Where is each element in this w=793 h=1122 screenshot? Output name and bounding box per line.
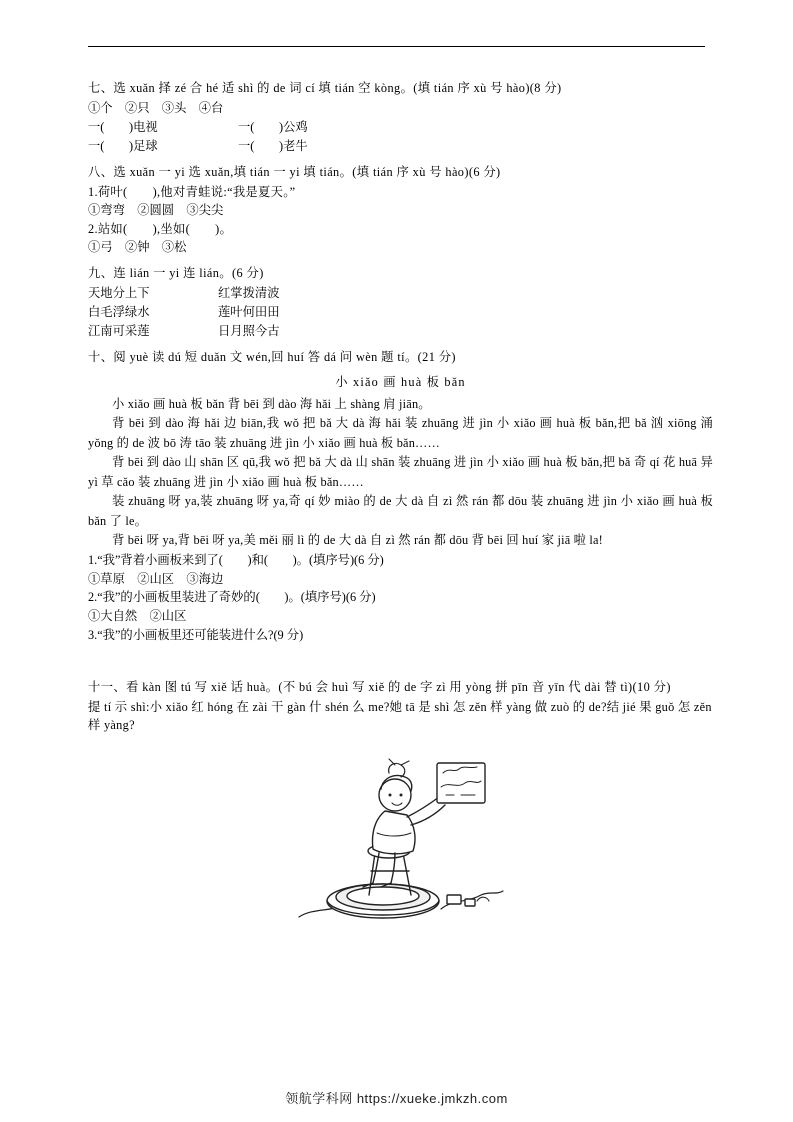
section-9-pair-1 [88,284,713,303]
section-7-row-1-left: 一( )电视 [88,119,158,134]
section-10-question-2-options: ①大自然 ②山区 [88,609,187,623]
passage-paragraph-4: 装 zhuāng 呀 ya,装 zhuāng 呀 ya,奇 qí 妙 miào 的 de 大 dà 自 zì 然 rán 都 dōu 装 zhuāng 进 jìn 小 xiǎo 画 huà 板 bǎn 了 le。 [88,494,713,528]
passage-paragraph-1: 小 xiǎo 画 huà 板 bǎn 背 bēi 到 dào 海 hǎi 上 shàng 肩 jiān。 [112,396,431,411]
section-10-question-1-stem: 1.“我”背着小画板来到了( )和( )。(填序号)(6 分) [88,552,384,567]
section-7-row-1 [88,118,713,137]
section-8-item-1-stem: 1.荷叶( ),他对青蛙说:“我是夏天。” [88,184,296,199]
section-9-pair-3-left: 江南可采莲 [88,323,150,338]
passage-paragraph-3: 背 bēi 到 dào 山 shān 区 qū,我 wǒ 把 bǎ 大 dà 山 shān 装 zhuāng 进 jìn 小 xiǎo 画 huà 板 bǎn,把 bǎ 奇 qí 花 huā 异 yì 草 cǎo 装 zhuāng 进 jìn 小 xiǎo 画 huà 板 bǎn…… [88,455,713,489]
section-7-row-1-right: 一( )公鸡 [238,119,308,134]
section-9-pair-1-right: 红掌拨清波 [218,285,280,300]
girl-painting-illustration [291,749,511,934]
passage-paragraph-2: 背 bēi 到 dào 海 hǎi 边 biān,我 wǒ 把 bǎ 大 dà 海 hǎi 装 zhuāng 进 jìn 小 xiǎo 画 huà 板 bǎn,把 bǎ 汹 xiōng 涌 yǒng 的 de 波 bō 涛 tāo 装 zhuāng 进 jìn 小 xiǎo 画 huà 板 bǎn…… [88,416,713,450]
section-9-pair-3-right: 日月照今古 [218,323,280,338]
site-footer [0,1088,793,1107]
section-9-pair-1-left: 天地分上下 [88,285,150,300]
section-7-row-2-left: 一( )足球 [88,138,158,153]
section-9-pair-3 [88,322,713,341]
section-8-heading: 八、选 xuǎn 一 yi 选 xuǎn,填 tián 一 yi 填 tián。(填 tián 序 xù 号 hào)(6 分) [88,164,501,179]
section-11-hint: 提 tí 示 shì:小 xiǎo 红 hóng 在 zài 干 gàn 什 shén 么 me?她 tā 是 shì 怎 zěn 样 yàng 做 zuò 的 de?结 jié 果 guǒ 怎 zěn 样 yàng? [88,699,716,732]
section-10-question-2-stem: 2.“我”的小画板里装进了奇妙的( )。(填序号)(6 分) [88,590,376,604]
page-content [88,72,716,939]
section-10-question-3-stem: 3.“我”的小画板里还可能装进什么?(9 分) [88,627,304,642]
picture-prompt-illustration [88,749,713,939]
header-rule [88,46,705,47]
section-9-pair-2-left: 白毛浮绿水 [88,304,150,319]
section-7-row-2 [88,137,713,156]
passage-title: 小 xiǎo 画 huà 板 bǎn [335,374,466,389]
section-10-question-1-options: ①草原 ②山区 ③海边 [88,571,224,586]
section-8-item-2-options: ①弓 ②钟 ③松 [88,240,187,254]
footer-text: 领航学科网 https://xueke.jmkzh.com [285,1091,508,1106]
section-9-pair-2-right: 莲叶何田田 [218,304,280,319]
answer-space [88,645,713,671]
passage-paragraph-5: 背 bēi 呀 ya,背 bēi 呀 ya,美 měi 丽 lì 的 de 大 dà 自 zì 然 rán 都 dōu 背 bēi 回 huí 家 jiā 啦 la! [112,533,603,547]
section-7-options: ①个 ②只 ③头 ④台 [88,101,224,115]
section-10-heading: 十、阅 yuè 读 dú 短 duǎn 文 wén,回 huí 答 dá 问 wèn 题 tí。(21 分) [88,349,456,364]
section-7-row-2-right: 一( )老牛 [238,138,308,153]
section-11-heading: 十一、看 kàn 图 tú 写 xiě 话 huà。(不 bú 会 huì 写 xiě 的 de 字 zì 用 yòng 拼 pīn 音 yīn 代 dài 替 tì)(10 分) [88,679,671,694]
section-8-item-1-options: ①弯弯 ②圆圆 ③尖尖 [88,203,224,217]
section-7-heading: 七、选 xuǎn 择 zé 合 hé 适 shì 的 de 词 cí 填 tián 空 kòng。(填 tián 序 xù 号 hào)(8 分) [88,81,562,95]
section-9-heading: 九、连 lián 一 yi 连 lián。(6 分) [88,265,264,280]
section-8-item-2-stem: 2.站如( ),坐如( )。 [88,221,233,236]
section-9-pair-2 [88,303,713,322]
